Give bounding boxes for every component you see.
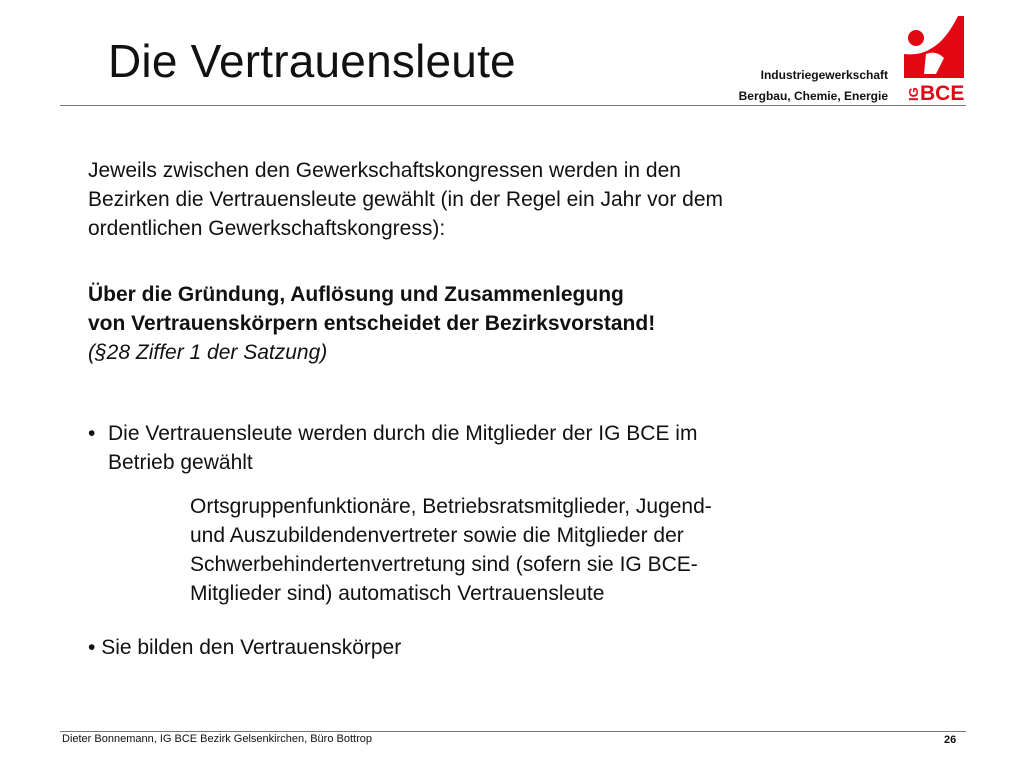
intro-paragraph — [88, 156, 888, 243]
sub-line: Mitglieder sind) automatisch Vertrauensleute — [190, 582, 605, 605]
rule-paragraph — [88, 280, 655, 367]
bullet-icon: • — [88, 422, 96, 445]
org-name-line2: Bergbau, Chemie, Energie — [738, 89, 888, 103]
header-divider — [60, 105, 966, 106]
page-title: Die Vertrauensleute — [108, 35, 516, 87]
rule-bold-line: von Vertrauenskörpern entscheidet der Bezirksvorstand! — [88, 312, 656, 335]
ig-bce-logo — [902, 14, 966, 104]
org-name-line1: Industriegewerkschaft — [760, 68, 888, 82]
footer-divider — [60, 731, 966, 732]
intro-line: Jeweils zwischen den Gewerkschaftskongressen werden in den — [88, 159, 681, 182]
sub-line: Schwerbehindertenvertretung sind (sofern sie IG BCE- — [190, 553, 698, 576]
logo-bce-text: BCE — [920, 82, 965, 104]
page-number: 26 — [944, 734, 957, 746]
bullet-item — [88, 419, 848, 477]
intro-line: Bezirken die Vertrauensleute gewählt (in der Regel ein Jahr vor dem — [88, 188, 724, 211]
bullet-line: Betrieb gewählt — [108, 451, 253, 474]
logo-ig-text: IG — [906, 87, 921, 101]
sub-paragraph — [190, 492, 840, 608]
statute-reference: (§28 Ziffer 1 der Satzung) — [88, 341, 328, 364]
sub-line: Ortsgruppenfunktionäre, Betriebsratsmitglieder, Jugend- — [190, 495, 712, 518]
footer-author: Dieter Bonnemann, IG BCE Bezirk Gelsenkirchen, Büro Bottrop — [62, 733, 372, 745]
bullet-line: Sie bilden den Vertrauenskörper — [101, 636, 402, 659]
bullet-item — [88, 633, 401, 662]
bullet-icon: • — [88, 636, 102, 659]
sub-line: und Auszubildendenvertreter sowie die Mitglieder der — [190, 524, 684, 547]
intro-line: ordentlichen Gewerkschaftskongress): — [88, 217, 446, 240]
bullet-line: Die Vertrauensleute werden durch die Mitglieder der IG BCE im — [108, 422, 698, 445]
rule-bold-line: Über die Gründung, Auflösung und Zusammenlegung — [88, 283, 624, 306]
